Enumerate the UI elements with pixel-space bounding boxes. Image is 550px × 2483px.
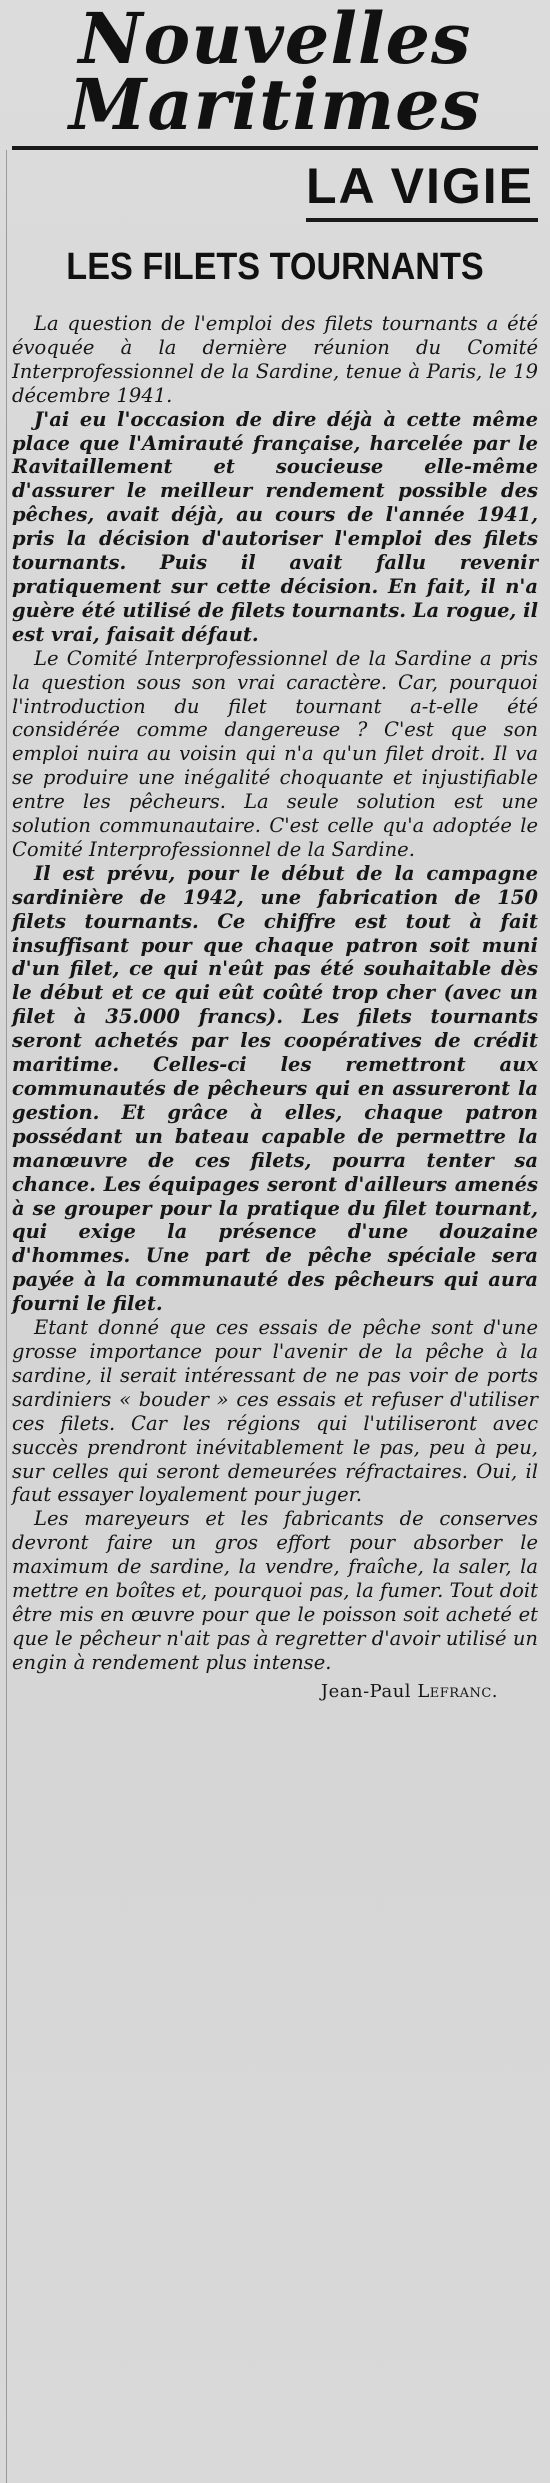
masthead-line-2: Maritimes xyxy=(68,63,482,146)
masthead-line-1: Nouvelles xyxy=(78,0,472,80)
article-headline: LES FILETS TOURNANTS xyxy=(66,246,484,288)
column-rule xyxy=(6,150,7,2483)
masthead-divider xyxy=(12,146,538,150)
article-paragraph-3: Le Comité Interprofessionnel de la Sardine a pris la question sous son vrai caractère. Car, pourquoi l'introduction du filet tournant a-t-elle été considérée comme dangereuse ? C'est que son emploi nuira au voisin qui n'a qu'un filet droit. Il va se produire une inégalité choquante et injustifiable entre les pêcheurs. La seule solution est une solution communautaire. C'est celle qu'a adoptée le Comité Interprofessionnel de la Sardine. xyxy=(12,646,538,861)
article-paragraph-1: La question de l'emploi des filets tournants a été évoquée à la dernière réunion du Comité Interprofessionnel de la Sardine, tenue à Paris, le 19 décembre 1941. xyxy=(12,312,538,407)
signature-first-name: Jean-Paul xyxy=(320,1680,412,1702)
signature-last-name: Lefranc. xyxy=(417,1680,498,1702)
article-paragraph-6: Les mareyeurs et les fabricants de conserves devront faire un gros effort pour absorber le maximum de sardine, la vendre, fraîche, la saler, la mettre en boîtes et, pourquoi pas, la fumer. Tout doit être mis en œuvre pour que le poisson soit acheté et que le pêcheur n'ait pas à regretter d'avoir utilisé un engin à rendement plus intense. xyxy=(12,1507,538,1674)
section-title: LA VIGIE xyxy=(305,158,534,214)
masthead xyxy=(12,0,538,146)
article-paragraph-5: Etant donné que ces essais de pêche sont d'une grosse importance pour l'avenir de la pêche à la sardine, il serait intéressant de ne pas voir de ports sardiniers « bouder » ces essais et refuser d'utiliser ces filets. Car les régions qui l'utiliseront avec succès prendront inévitablement le pas, peu à peu, sur celles qui seront demeurées réfractaires. Oui, il faut essayer loyalement pour juger. xyxy=(12,1316,538,1507)
section-title-box xyxy=(306,158,538,222)
article-paragraph-4: Il est prévu, pour le début de la campagne sardinière de 1942, une fabrication de 150 filets tournants. Ce chiffre est tout à fait insuffisant pour que chaque patron soit muni d'un filet, ce qui n'eût pas été souhaitable dès le début et ce qui eût coûté trop cher (avec un filet à 35.000 francs). Les filets tournants seront achetés par les coopératives de crédit maritime. Celles-ci les remettront aux communautés de pêcheurs qui en assureront la gestion. Et grâce à elles, chaque patron possédant un bateau capable de permettre la manœuvre de ces filets, pourra tenter sa chance. Les équipages seront d'ailleurs amenés à se grouper pour la pratique du filet tournant, qui exige la présence d'une douzaine d'hommes. Une part de pêche spéciale sera payée à la communauté des pêcheurs qui aura fourni le filet. xyxy=(12,861,538,1316)
article-paragraph-2: J'ai eu l'occasion de dire déjà à cette même place que l'Amirauté française, harcelée par le Ravitaillement et soucieuse elle-même d'assurer le meilleur rendement possible des pêches, avait déjà, au cours de l'année 1941, pris la décision d'autoriser l'emploi des filets tournants. Puis il avait fallu revenir pratiquement sur cette décision. En fait, il n'a guère été utilisé de filets tournants. La rogue, il est vrai, faisait défaut. xyxy=(12,407,538,646)
section-header xyxy=(12,158,538,222)
article-body xyxy=(12,312,538,1675)
article-signature xyxy=(12,1681,538,1702)
section-title-underline xyxy=(306,218,538,222)
